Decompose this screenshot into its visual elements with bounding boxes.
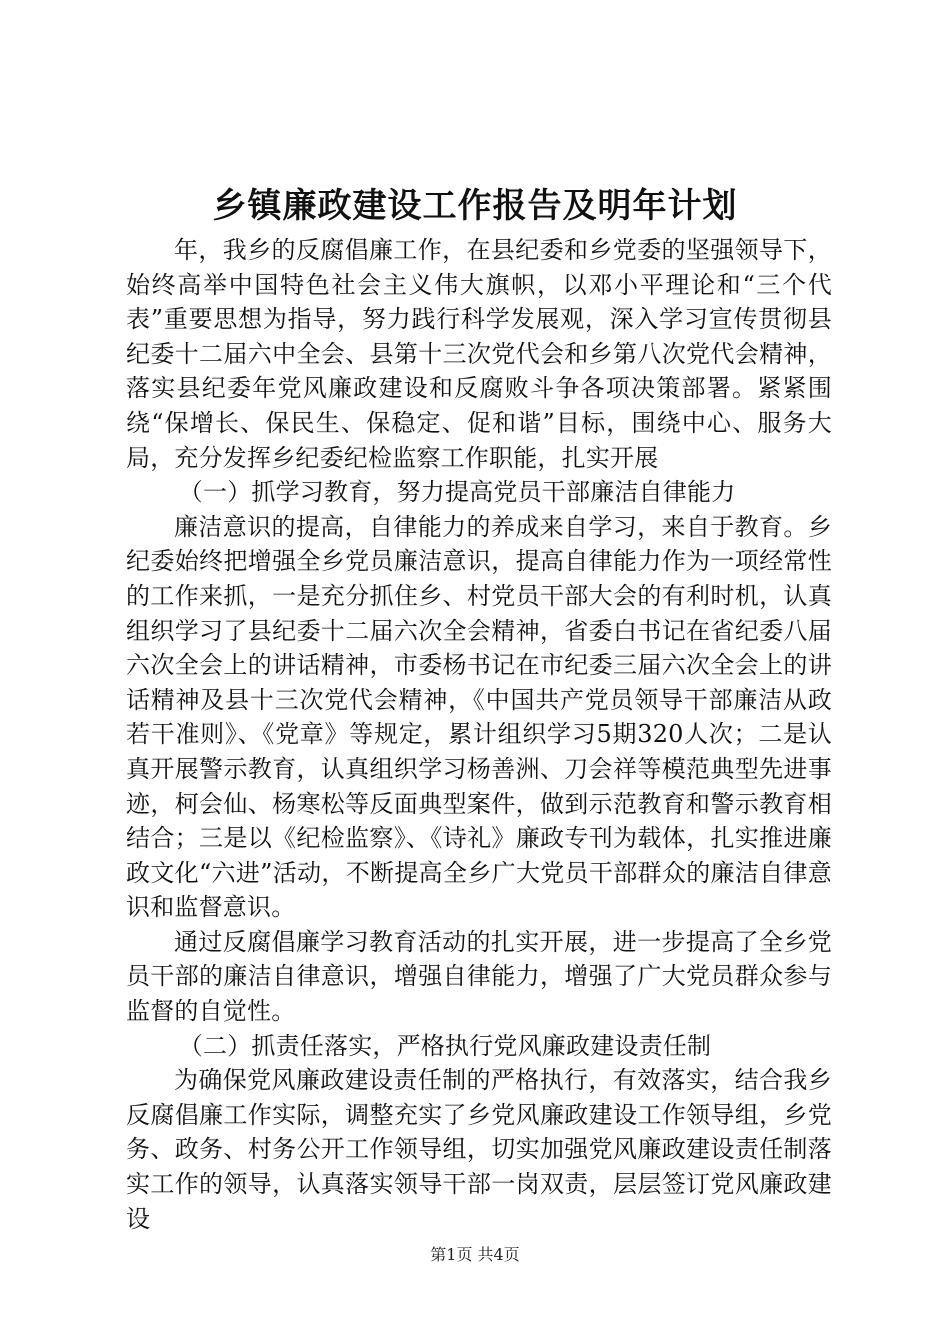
paragraph-intro: 年，我乡的反腐倡廉工作，在县纪委和乡党委的坚强领导下，始终高举中国特色社会主义伟大旗帜，以邓小平理论和“三个代表”重要思想为指导，努力践行科学发展观，深入学习宣传贯彻县纪委十二届六中全会、县第十三次党代会和乡第八次党代会精神，落实县纪委年党风廉政建设和反腐败斗争各项决策部署。紧紧围绕“保增长、保民生、保稳定、促和谐”目标，围绕中心、服务大局，充分发挥乡纪委纪检监察工作职能，扎实开展: [126, 236, 832, 472]
page-footer: 第1页 共4页: [430, 1245, 520, 1264]
section-heading-1: （一）抓学习教育，努力提高党员干部廉洁自律能力: [178, 478, 736, 507]
paragraph-study-education: 廉洁意识的提高，自律能力的养成来自学习，来自于教育。乡纪委始终把增强全乡党员廉洁意识，提高自律能力作为一项经常性的工作来抓，一是充分抓住乡、村党员干部大会的有利时机，认真组织学习了县纪委十二届六次全会精神，省委白书记在省纪委八届六次全会上的讲话精神，市委杨书记在市纪委三届六次全会上的讲话精神及县十三次党代会精神，《中国共产党员领导干部廉洁从政若干准则》、《党章》等规定，累计组织学习5期320人次；二是认真开展警示教育，认真组织学习杨善洲、刀会祥等模范典型先进事迹，柯会仙、杨寒松等反面典型案件，做到示范教育和警示教育相结合；三是以《纪检监察》、《诗礼》廉政专刊为载体，扎实推进廉政文化“六进”活动，不断提高全乡广大党员干部群众的廉洁自律意识和监督意识。: [126, 512, 832, 922]
section-heading-2: （二）抓责任落实，严格执行党风廉政建设责任制: [178, 1031, 712, 1060]
page-title: 乡镇廉政建设工作报告及明年计划: [212, 186, 738, 226]
paragraph-study-result: 通过反腐倡廉学习教育活动的扎实开展，进一步提高了全乡党员干部的廉洁自律意识，增强自律能力，增强了广大党员群众参与监督的自觉性。: [126, 927, 832, 1026]
paragraph-responsibility: 为确保党风廉政建设责任制的严格执行，有效落实，结合我乡反腐倡廉工作实际，调整充实了乡党风廉政建设工作领导组，乡党务、政务、村务公开工作领导组，切实加强党风廉政建设责任制落实工作的领导，认真落实领导干部一岗双责，层层签订党风廉政建设: [126, 1066, 832, 1233]
document-body: [126, 233, 832, 1236]
